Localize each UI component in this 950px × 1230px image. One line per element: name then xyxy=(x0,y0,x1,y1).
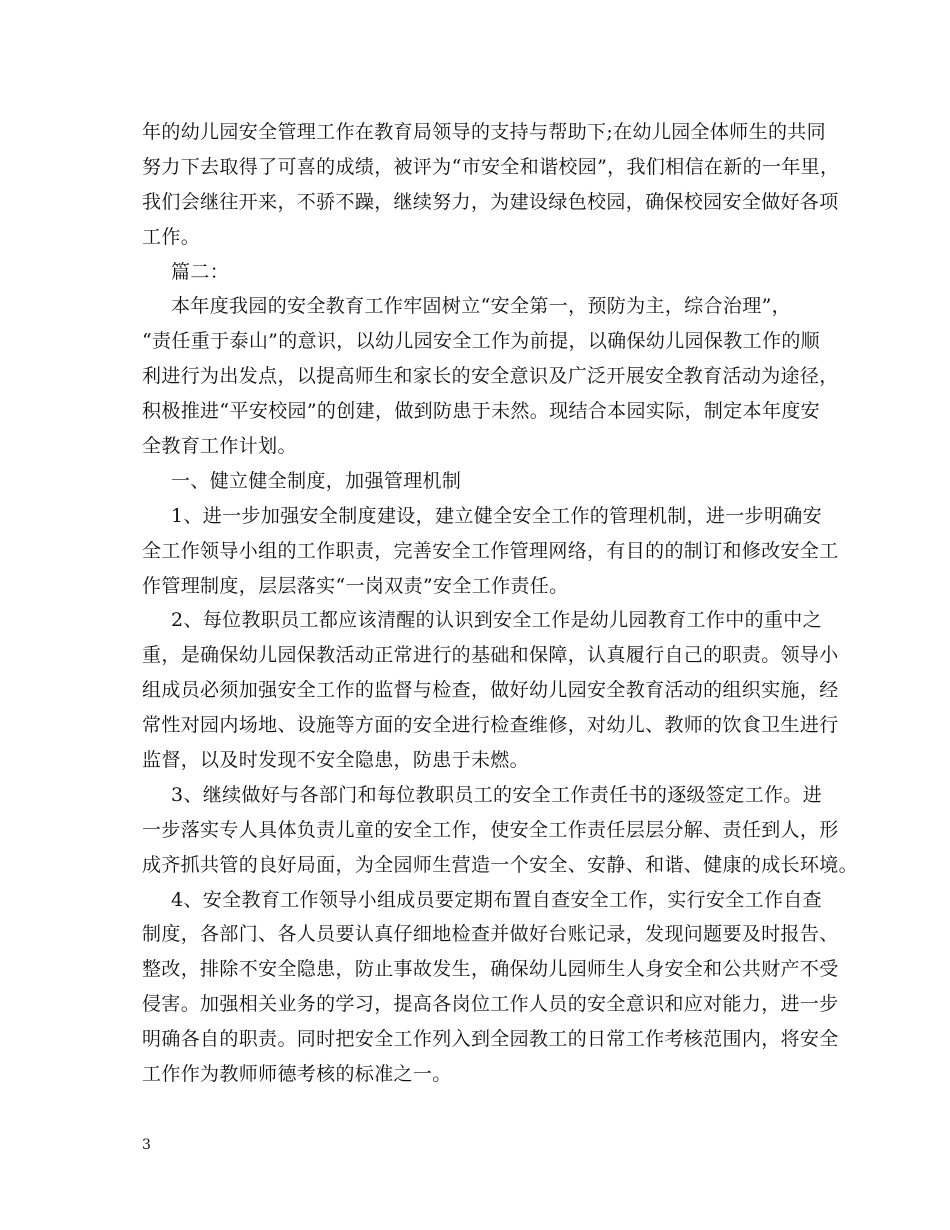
text-line: 一、健立健全制度，加强管理机制 xyxy=(171,469,462,492)
text-line: 本年度我园的安全教育工作牢固树立“安全第一，预防为主，综合治理”， xyxy=(171,295,791,318)
text-line: 4、安全教育工作领导小组成员要定期布置自查安全工作，实行安全工作自查 xyxy=(171,888,822,911)
text-line: 成齐抓共管的良好局面，为全园师生营造一个安全、安静、和谐、健康的成长环境。 xyxy=(142,853,858,876)
text-line: 整改，排除不安全隐患，防止事故发生，确保幼儿园师生人身安全和公共财产不受 xyxy=(142,958,839,981)
text-line: 1、进一步加强安全制度建设，建立健全安全工作的管理机制，进一步明确安 xyxy=(171,504,822,527)
text-line: 利进行为出发点，以提高师生和家长的安全意识及广泛开展安全教育活动为途径， xyxy=(142,365,839,388)
text-line: 工作。 xyxy=(142,225,201,248)
text-line: 我们会继往开来，不骄不躁，继续努力，为建设绿色校园，确保校园安全做好各项 xyxy=(142,190,839,213)
page-number: 3 xyxy=(142,1137,151,1153)
text-line: 全工作领导小组的工作职责，完善安全工作管理网络，有目的的制订和修改安全工 xyxy=(142,539,839,562)
text-line: 监督，以及时发现不安全隐患，防患于未燃。 xyxy=(142,749,530,772)
text-line: 重，是确保幼儿园保教活动正常进行的基础和保障，认真履行自己的职责。领导小 xyxy=(142,644,839,667)
text-line: 明确各自的职责。同时把安全工作列入到全园教工的日常工作考核范围内，将安全 xyxy=(142,1028,839,1051)
text-line: 一步落实专人具体负责儿童的安全工作，使安全工作责任层层分解、责任到人，形 xyxy=(142,818,839,841)
text-line: “责任重于泰山”的意识，以幼儿园安全工作为前提，以确保幼儿园保教工作的顺 xyxy=(142,330,821,353)
text-line: 努力下去取得了可喜的成绩，被评为“市安全和谐校园”，我们相信在新的一年里， xyxy=(142,155,840,178)
text-line: 篇二： xyxy=(171,260,230,283)
text-line: 工作作为教师师德考核的标准之一。 xyxy=(142,1063,452,1086)
text-line: 年的幼儿园安全管理工作在教育局领导的支持与帮助下;在幼儿园全体师生的共同 xyxy=(142,121,827,143)
text-line: 积极推进“平安校园”的创建，做到防患于未然。现结合本园实际，制定本年度安 xyxy=(142,400,821,423)
text-line: 制度，各部门、各人员要认真仔细地检查并做好台账记录，发现问题要及时报告、 xyxy=(142,923,839,946)
text-line: 常性对园内场地、设施等方面的安全进行检查维修，对幼儿、教师的饮食卫生进行 xyxy=(142,714,839,737)
text-line: 全教育工作计划。 xyxy=(142,435,297,458)
text-line: 2、每位教职员工都应该清醒的认识到安全工作是幼儿园教育工作中的重中之 xyxy=(171,609,822,632)
document-body xyxy=(142,115,858,1092)
text-line: 作管理制度，层层落实“一岗双责”安全工作责任。 xyxy=(142,574,569,597)
text-line: 组成员必须加强安全工作的监督与检查，做好幼儿园安全教育活动的组织实施，经 xyxy=(142,679,839,702)
text-line: 侵害。加强相关业务的学习，提高各岗位工作人员的安全意识和应对能力，进一步 xyxy=(142,993,839,1016)
text-line: 3、继续做好与各部门和每位教职员工的安全工作责任书的逐级签定工作。进 xyxy=(171,783,822,806)
